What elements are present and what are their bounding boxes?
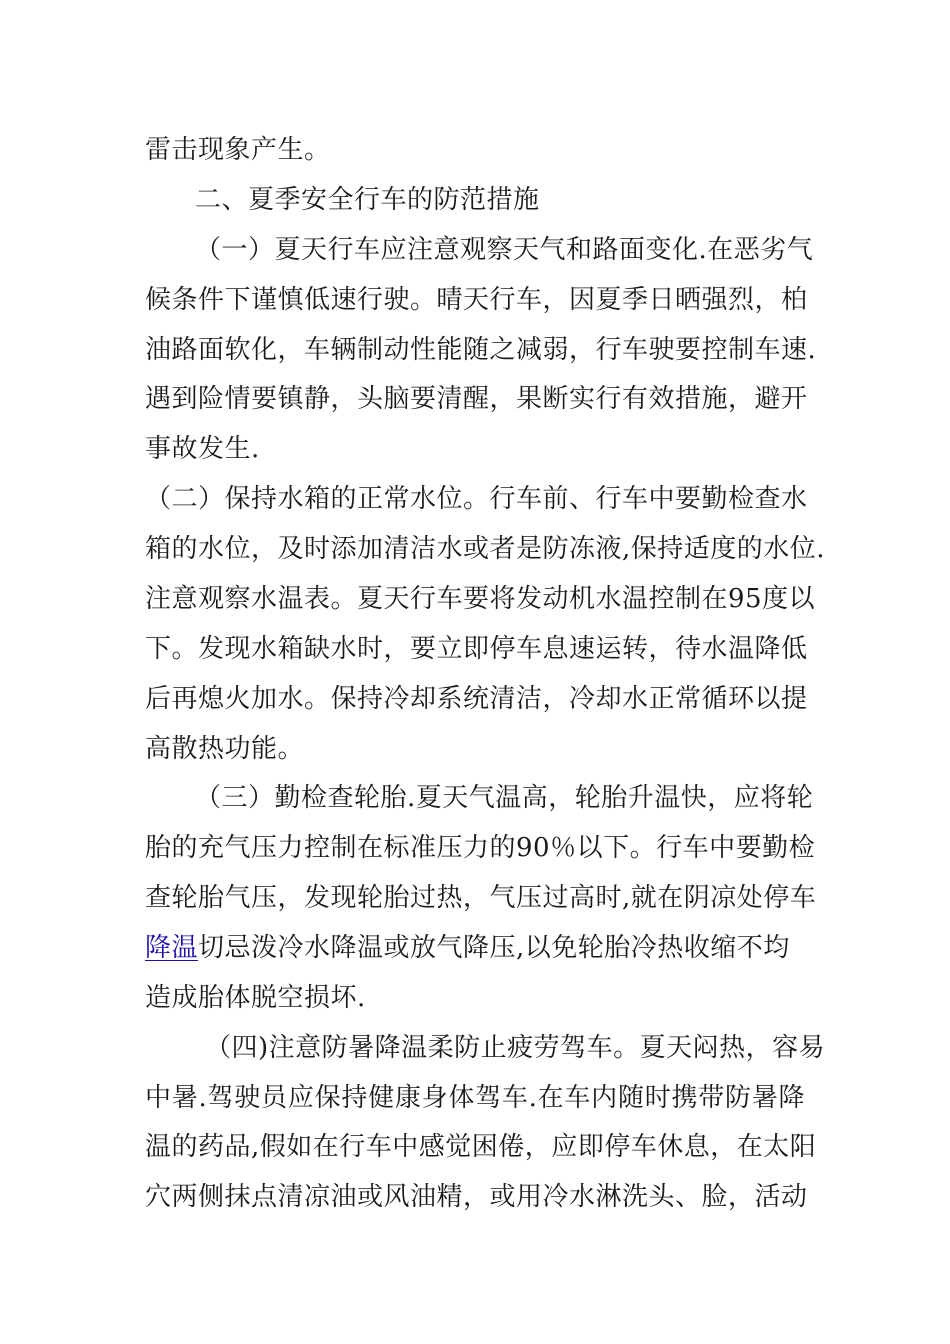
text-line-10: 注意观察水温表。夏天行车要将发动机水温控制在95度以 [145,584,816,614]
text-line-18: 造成胎体脱空损坏. [145,983,366,1013]
text-line-20: 中暑.驾驶员应保持健康身体驾车.在车内随时携带防暑降 [145,1083,805,1113]
text-line-17-link [145,931,790,965]
text-line-5: 油路面软化，车辆制动性能随之减弱，行车驶要控制车速. [145,335,817,365]
text-line-19: （四)注意防暑降温柔防止疲劳驾车。夏天闷热，容易 [205,1033,826,1063]
section-heading: 二、夏季安全行车的防范措施 [195,185,540,215]
text-line-17-rest: 切忌泼冷水降温或放气降压,以免轮胎冷热收缩不均 [198,933,790,963]
text-line-16: 查轮胎气压，发现轮胎过热，气压过高时,就在阴凉处停车 [145,883,817,913]
text-line-1: 雷击现象产生。 [145,135,331,165]
text-line-13: 高散热功能。 [145,734,305,764]
text-line-11: 下。发现水箱缺水时，要立即停车息速运转，待水温降低 [145,634,808,664]
text-line-14: （三）勤检查轮胎.夏天气温高，轮胎升温快，应将轮 [195,783,814,813]
text-line-7: 事故发生. [145,434,260,464]
text-line-21: 温的药品,假如在行车中感觉困倦，应即停车休息，在太阳 [145,1132,817,1162]
text-line-6: 遇到险情要镇静，头脑要清醒，果断实行有效措施，避开 [145,384,808,414]
text-line-9: 箱的水位，及时添加清洁水或者是防冻液,保持适度的水位. [145,534,826,564]
text-line-8: （二）保持水箱的正常水位。行车前、行车中要勤检查水 [145,484,808,514]
text-line-12: 后再熄火加水。保持冷却系统清洁，冷却水正常循环以提 [145,684,808,714]
text-line-22: 穴两侧抹点清凉油或风油精，或用冷水淋洗头、脸，活动 [145,1182,808,1212]
text-line-4: 候条件下谨慎低速行驶。晴天行车，因夏季日晒强烈，柏 [145,285,808,315]
text-line-15: 胎的充气压力控制在标准压力的90％以下。行车中要勤检 [145,833,816,863]
link-cooling[interactable]: 降温 [145,933,199,963]
text-line-3: （一）夏天行车应注意观察天气和路面变化.在恶劣气 [195,235,814,265]
